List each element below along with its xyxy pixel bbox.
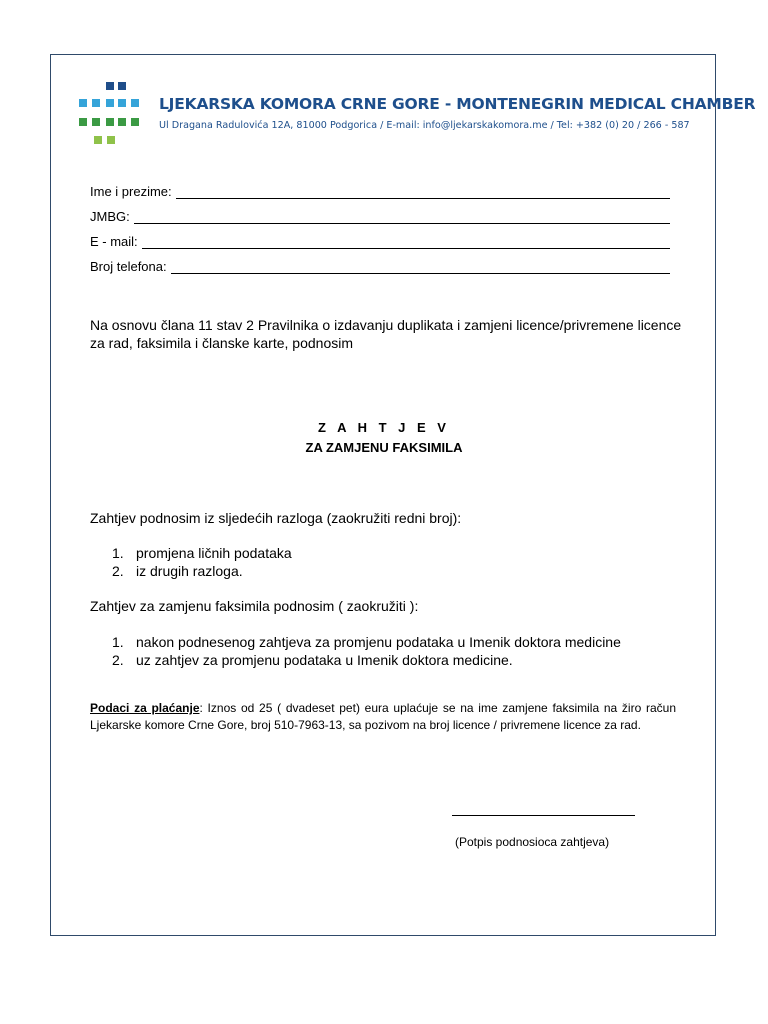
logo-square <box>131 99 139 107</box>
payment-text: : Iznos od 25 ( dvadeset pet) eura uplaćuje se na ime zamjene faksimila na žiro račun Ljekarske komore Crne Gore, broj 510-7963-13, sa pozivom na broj licence / privremene licence za rad. <box>90 701 676 732</box>
chamber-logo-icon <box>79 82 141 148</box>
list-item[interactable] <box>112 651 692 669</box>
document-title: Z A H T J E V <box>318 420 450 435</box>
logo-square <box>79 99 87 107</box>
logo-square <box>92 99 100 107</box>
logo-square <box>118 118 126 126</box>
logo-square <box>106 82 114 90</box>
submission-heading: Zahtjev za zamjenu faksimila podnosim ( zaokružiti ): <box>90 598 419 614</box>
jmbg-field-line[interactable] <box>134 211 670 224</box>
logo-square <box>106 99 114 107</box>
reasons-heading: Zahtjev podnosim iz sljedećih razloga (zaokružiti redni broj): <box>90 510 462 526</box>
list-item-text: uz zahtjev za promjenu podataka u Imenik doktora medicine. <box>136 652 513 668</box>
list-item-number: 2. <box>112 563 124 579</box>
name-field[interactable] <box>90 183 670 199</box>
list-item[interactable] <box>112 544 692 562</box>
list-item-text: nakon podnesenog zahtjeva za promjenu podataka u Imenik doktora medicine <box>136 634 621 650</box>
name-field-line[interactable] <box>176 186 670 199</box>
list-item-text: promjena ličnih podataka <box>136 545 292 561</box>
phone-field-line[interactable] <box>171 261 670 274</box>
logo-square <box>106 118 114 126</box>
reasons-list <box>112 544 692 580</box>
list-item-number: 1. <box>112 545 124 561</box>
logo-square <box>92 118 100 126</box>
list-item-number: 1. <box>112 634 124 650</box>
name-field-label: Ime i prezime: <box>90 184 172 199</box>
logo-square <box>79 118 87 126</box>
logo-square <box>94 136 102 144</box>
logo-square <box>118 82 126 90</box>
email-field-line[interactable] <box>142 236 670 249</box>
logo-square <box>131 118 139 126</box>
organization-name: LJEKARSKA KOMORA CRNE GORE - MONTENEGRIN MEDICAL CHAMBER <box>159 95 756 113</box>
email-field[interactable] <box>90 233 670 249</box>
signature-caption: (Potpis podnosioca zahtjeva) <box>455 835 610 849</box>
jmbg-field-label: JMBG: <box>90 209 130 224</box>
payment-label: Podaci za plaćanje <box>90 701 200 715</box>
signature-line[interactable] <box>452 815 635 816</box>
intro-paragraph: Na osnovu člana 11 stav 2 Pravilnika o izdavanju duplikata i zamjeni licence/privremene licence za rad, faksimila i članske karte, podnosim <box>90 317 682 351</box>
email-field-label: E - mail: <box>90 234 138 249</box>
list-item[interactable] <box>112 633 692 651</box>
phone-field[interactable] <box>90 258 670 274</box>
document-subtitle: ZA ZAMJENU FAKSIMILA <box>305 440 463 455</box>
payment-info <box>90 700 676 734</box>
jmbg-field[interactable] <box>90 208 670 224</box>
list-item[interactable] <box>112 562 692 580</box>
list-item-text: iz drugih razloga. <box>136 563 243 579</box>
logo-square <box>118 99 126 107</box>
phone-field-label: Broj telefona: <box>90 259 167 274</box>
submission-list <box>112 633 692 669</box>
list-item-number: 2. <box>112 652 124 668</box>
organization-address: Ul Dragana Radulovića 12A, 81000 Podgorica / E-mail: info@ljekarskakomora.me / Tel: +382 (0) 20 / 266 - 587 <box>159 120 690 131</box>
logo-square <box>107 136 115 144</box>
